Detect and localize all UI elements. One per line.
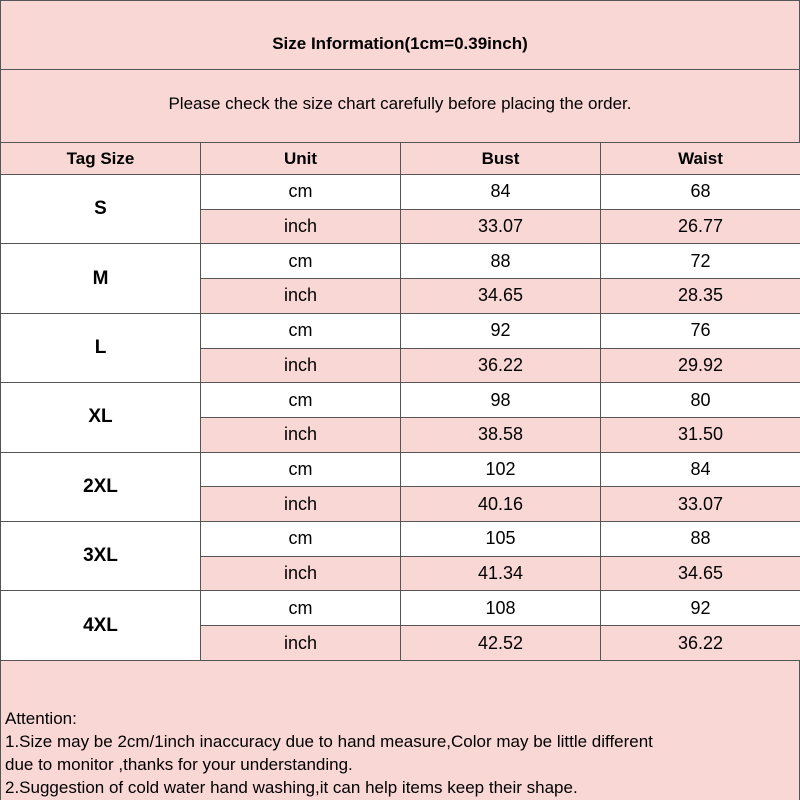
tag-size-cell: 2XL [1,452,201,521]
column-header-waist: Waist [601,143,800,175]
column-header-unit: Unit [201,143,401,175]
title-bar [0,0,800,70]
waist-cell: 68 [601,175,800,210]
unit-cell: cm [201,591,401,626]
attention-line: 1.Size may be 2cm/1inch inaccuracy due to hand measure,Color may be little different [5,732,653,751]
bust-cell: 33.07 [401,209,601,244]
order-note: Please check the size chart carefully before placing the order. [168,93,632,113]
waist-cell: 36.22 [601,626,800,661]
unit-cell: cm [201,313,401,348]
table-body [1,175,800,661]
waist-cell: 34.65 [601,556,800,591]
table-row [1,383,800,418]
waist-cell: 88 [601,522,800,557]
bust-cell: 36.22 [401,348,601,383]
size-table [0,142,800,661]
bust-cell: 88 [401,244,601,279]
bust-cell: 38.58 [401,417,601,452]
unit-cell: inch [201,556,401,591]
waist-cell: 26.77 [601,209,800,244]
table-row [1,522,800,557]
unit-cell: cm [201,522,401,557]
tag-size-cell: L [1,313,201,382]
unit-cell: cm [201,244,401,279]
bust-cell: 98 [401,383,601,418]
waist-cell: 31.50 [601,417,800,452]
table-row [1,452,800,487]
waist-cell: 28.35 [601,279,800,314]
unit-cell: inch [201,487,401,522]
header-row [1,143,800,175]
column-header-tag-size: Tag Size [1,143,201,175]
waist-cell: 92 [601,591,800,626]
tag-size-cell: XL [1,383,201,452]
waist-cell: 29.92 [601,348,800,383]
table-row [1,175,800,210]
attention-line: 2.Suggestion of cold water hand washing,it can help items keep their shape. [5,778,578,797]
unit-cell: cm [201,383,401,418]
waist-cell: 33.07 [601,487,800,522]
unit-cell: cm [201,452,401,487]
bust-cell: 34.65 [401,279,601,314]
tag-size-cell: S [1,175,201,244]
note-bar [0,70,800,142]
bust-cell: 84 [401,175,601,210]
bust-cell: 92 [401,313,601,348]
table-row [1,591,800,626]
bust-cell: 40.16 [401,487,601,522]
bust-cell: 102 [401,452,601,487]
waist-cell: 76 [601,313,800,348]
column-header-bust: Bust [401,143,601,175]
unit-cell: inch [201,417,401,452]
tag-size-cell: M [1,244,201,313]
waist-cell: 80 [601,383,800,418]
table-row [1,313,800,348]
attention-heading: Attention: [5,709,77,728]
waist-cell: 72 [601,244,800,279]
attention-line: due to monitor ,thanks for your understanding. [5,755,353,774]
bust-cell: 41.34 [401,556,601,591]
unit-cell: inch [201,348,401,383]
attention-section [0,661,800,800]
table-row [1,244,800,279]
tag-size-cell: 4XL [1,591,201,661]
tag-size-cell: 3XL [1,522,201,591]
unit-cell: inch [201,209,401,244]
unit-cell: inch [201,279,401,314]
bust-cell: 108 [401,591,601,626]
unit-cell: inch [201,626,401,661]
waist-cell: 84 [601,452,800,487]
chart-title: Size Information(1cm=0.39inch) [272,34,528,53]
bust-cell: 105 [401,522,601,557]
bust-cell: 42.52 [401,626,601,661]
unit-cell: cm [201,175,401,210]
